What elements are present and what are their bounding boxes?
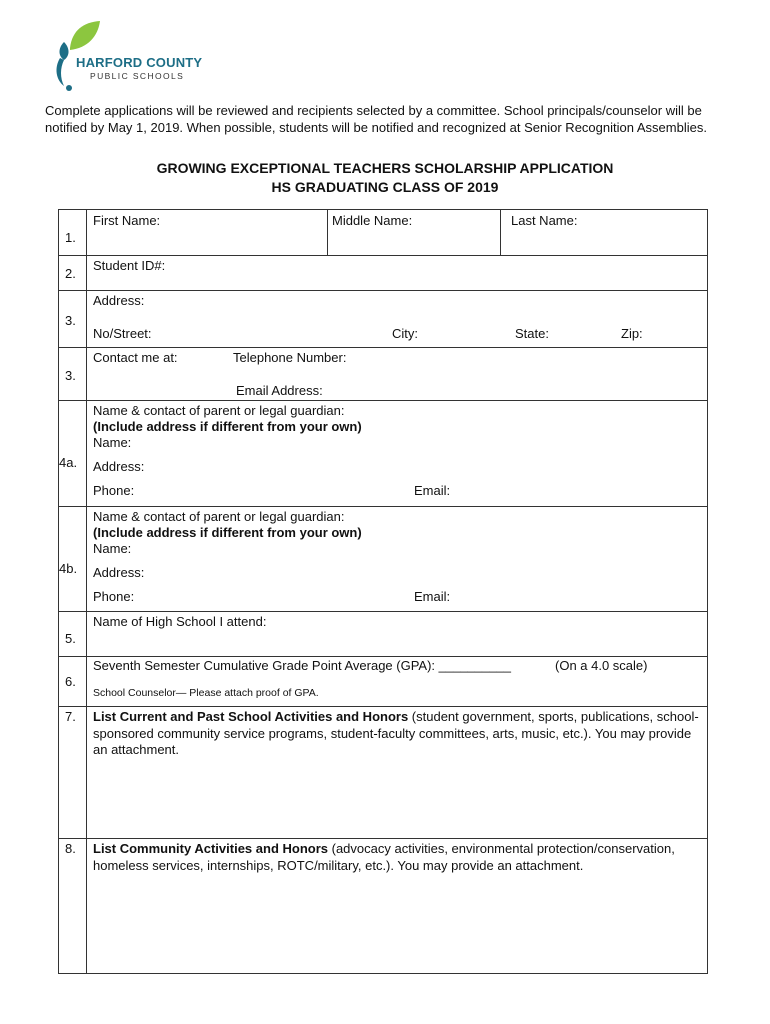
row-number-1: 1.: [65, 230, 76, 245]
guardian-phone-field-4a[interactable]: Phone:: [93, 483, 135, 498]
row-number-5: 5.: [65, 631, 76, 646]
row-number-3: 3.: [65, 313, 76, 328]
guardian-note-4a: (Include address if different from your own): [93, 419, 362, 434]
community-activities-heading: List Community Activities and Honors: [93, 841, 328, 856]
school-activities-heading: List Current and Past School Activities and Honors: [93, 709, 409, 724]
guardian-name-field-4b[interactable]: Name:: [93, 541, 132, 556]
application-form: [58, 209, 708, 974]
form-subtitle: HS GRADUATING CLASS OF 2019: [271, 179, 499, 195]
state-field[interactable]: State:: [515, 326, 549, 341]
first-name-field[interactable]: First Name:: [93, 213, 161, 228]
community-activities-text: (advocacy activities, environmental protection/conservation, homeless services, internships, ROTC/military, etc.). You may provide an attachment.: [93, 841, 675, 873]
high-school-field[interactable]: Name of High School I attend:: [93, 614, 267, 629]
row-number-2: 2.: [65, 266, 76, 281]
guardian-address-field-4a[interactable]: Address:: [93, 459, 145, 474]
gpa-field[interactable]: Seventh Semester Cumulative Grade Point Average (GPA): __________: [93, 658, 511, 673]
guardian-name-field-4a[interactable]: Name:: [93, 435, 132, 450]
guardian-email-field-4a[interactable]: Email:: [414, 483, 451, 498]
logo-subtitle: PUBLIC SCHOOLS: [90, 71, 185, 81]
guardian-email-field-4b[interactable]: Email:: [414, 589, 451, 604]
row-number-4a: 4a.: [59, 455, 78, 470]
zip-field[interactable]: Zip:: [621, 326, 643, 341]
school-activities-text: (student government, sports, publications, school-sponsored community service programs, student-faculty committees, arts, music, etc.). You may provide an attachment.: [93, 709, 699, 757]
row-number-4b: 4b.: [59, 561, 78, 576]
student-id-field[interactable]: Student ID#:: [93, 258, 166, 273]
row-number-7: 7.: [65, 709, 76, 724]
last-name-field[interactable]: Last Name:: [511, 213, 578, 228]
leaf-icon: [70, 21, 100, 50]
gpa-note: School Counselor— Please attach proof of GPA.: [93, 687, 319, 699]
guardian-note-4b: (Include address if different from your own): [93, 525, 362, 540]
guardian-heading-4a: Name & contact of parent or legal guardian:: [93, 403, 345, 418]
telephone-field[interactable]: Telephone Number:: [233, 350, 347, 365]
form-title: GROWING EXCEPTIONAL TEACHERS SCHOLARSHIP APPLICATION: [156, 160, 614, 176]
address-label: Address:: [93, 293, 145, 308]
intro-paragraph: Complete applications will be reviewed and recipients selected by a committee. School principals/counselor will be notified by May 1, 2019. When possible, students will be notified and recognized at Senior Recognition Assemblies.: [45, 103, 707, 135]
school-activities-prompt[interactable]: [93, 709, 699, 759]
guardian-heading-4b: Name & contact of parent or legal guardian:: [93, 509, 345, 524]
community-activities-prompt[interactable]: [93, 841, 699, 874]
guardian-address-field-4b[interactable]: Address:: [93, 565, 145, 580]
city-field[interactable]: City:: [392, 326, 418, 341]
middle-name-field[interactable]: Middle Name:: [332, 213, 413, 228]
gpa-scale: (On a 4.0 scale): [555, 658, 648, 673]
row-number-3-contact: 3.: [65, 368, 76, 383]
logo-title: HARFORD COUNTY: [76, 55, 203, 70]
contact-label: Contact me at:: [93, 350, 178, 365]
street-field[interactable]: No/Street:: [93, 326, 152, 341]
email-address-field[interactable]: Email Address:: [236, 383, 323, 398]
row-number-6: 6.: [65, 674, 76, 689]
guardian-phone-field-4b[interactable]: Phone:: [93, 589, 135, 604]
leaf-icon-small: [60, 42, 69, 60]
row-number-8: 8.: [65, 841, 76, 856]
